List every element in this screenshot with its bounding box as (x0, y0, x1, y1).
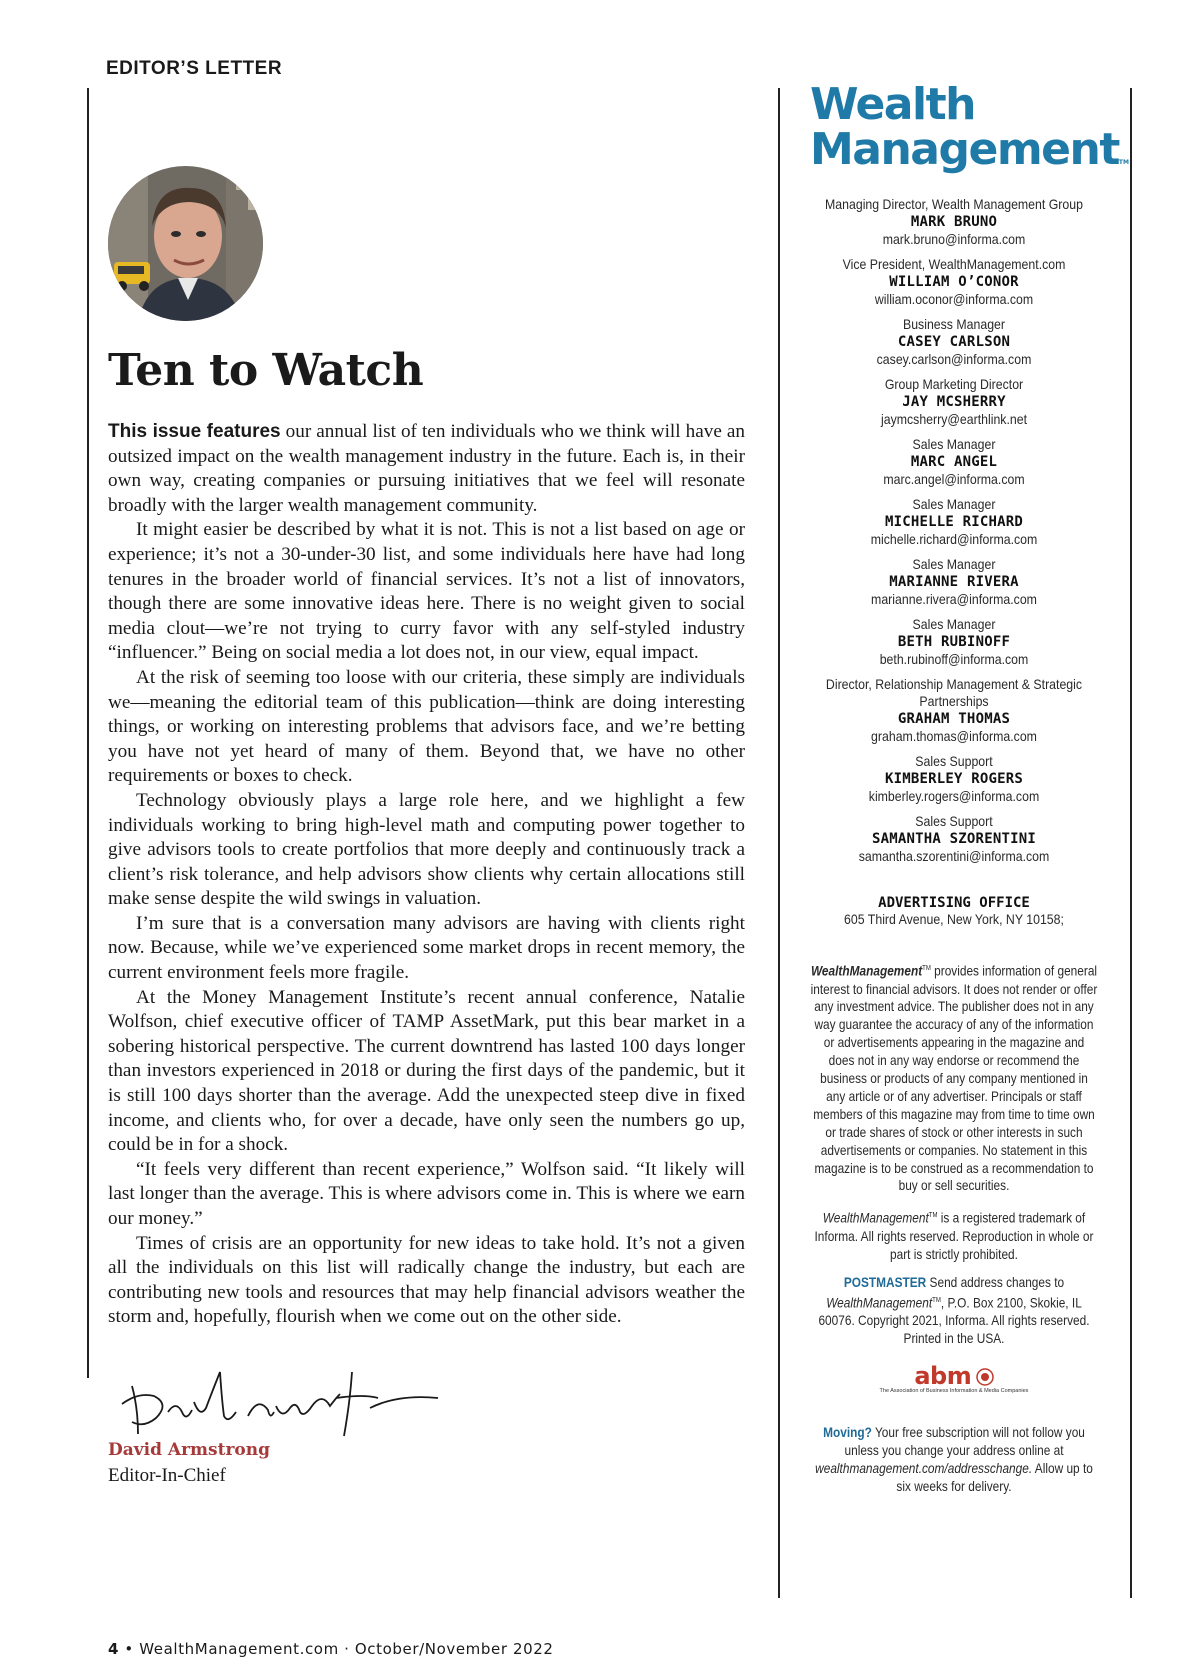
author-photo (108, 166, 263, 321)
author-name: David Armstrong (108, 1440, 270, 1460)
masthead-rule-right (1130, 88, 1132, 1598)
article-headline: Ten to Watch (108, 345, 424, 396)
footer-bullet: • (124, 1640, 134, 1658)
staff-entry (786, 676, 1122, 745)
staff-role: Business Manager (902, 316, 1006, 332)
staff-entry (786, 376, 1122, 428)
staff-role: Director, Relationship Management & Strategic Partnerships (825, 676, 1083, 709)
article-paragraph: Times of crisis are an opportunity for new ideas to take hold. It’s not a given all the individuals on this list will radically change the industry, but each are contributing new tools and resources that may help financial advisors weather the storm and, hopefully, flourish when we come out on the other side. (108, 1232, 745, 1328)
address-change-link[interactable]: wealthmanagement.com/addresschange. (815, 1460, 1033, 1476)
article-paragraph: This issue features our annual list of ten individuals who we think will have an outsized impact on the wealth management industry in the future. Each is, in their own way, creating companies or pursuing initiatives that we feel will resonate broadly with the larger wealth management community. (108, 421, 745, 516)
staff-list (786, 196, 1122, 865)
lead-in: This issue features (108, 421, 281, 442)
staff-email[interactable]: graham.thomas@informa.com (871, 728, 1037, 744)
staff-name: KIMBERLEY ROGERS (884, 771, 1024, 787)
staff-email[interactable]: william.oconor@informa.com (874, 291, 1034, 307)
staff-name: CASEY CARLSON (897, 334, 1011, 350)
staff-name: SAMANTHA SZORENTINI (872, 831, 1036, 847)
staff-name: MARC ANGEL (910, 454, 998, 470)
staff-email[interactable]: mark.bruno@informa.com (882, 231, 1026, 247)
staff-role: Managing Director, Wealth Management Group (825, 196, 1083, 212)
staff-email[interactable]: jaymcsherry@earthlink.net (880, 411, 1028, 427)
footer-text: WealthManagement.com · October/November 2022 (139, 1640, 554, 1658)
article-paragraph: At the risk of seeming too loose with our criteria, these simply are individuals we—meaning the editorial team of this publication—think are doing interesting things, or working on interesting problems that advisors face, and we’re betting you have not yet heard of many of them. Beyond that, we have no other requirements or boxes to check. (108, 666, 745, 787)
staff-entry (786, 556, 1122, 608)
staff-name: MARIANNE RIVERA (889, 574, 1019, 590)
column-rule (87, 88, 89, 1378)
staff-email[interactable]: casey.carlson@informa.com (876, 351, 1032, 367)
staff-email[interactable]: beth.rubinoff@informa.com (879, 651, 1029, 667)
staff-email[interactable]: marc.angel@informa.com (883, 471, 1025, 487)
staff-entry (786, 436, 1122, 488)
staff-name: JAY MCSHERRY (902, 394, 1006, 410)
author-title: Editor-In-Chief (108, 1465, 226, 1486)
abm-seal-icon (976, 1368, 994, 1386)
staff-email[interactable]: kimberley.rogers@informa.com (868, 788, 1040, 804)
masthead (786, 79, 1129, 1496)
staff-entry (786, 813, 1122, 865)
staff-entry (786, 753, 1122, 805)
masthead-rule-left (778, 88, 780, 1598)
staff-entry (786, 316, 1122, 368)
article-paragraph: “It feels very different than recent experience,” Wolfson said. “It likely will last longer than the average. This is where advisors come in. This is where we earn our money.” (108, 1158, 745, 1229)
staff-email[interactable]: marianne.rivera@informa.com (871, 591, 1037, 607)
article-paragraph: Technology obviously plays a large role here, and we highlight a few individuals working to bring high-level math and computing power together to give advisors tools to create portfolios that more deeply and continuously track a client’s risk tolerance, and help advisors show clients why certain allocations still make sense despite the wild swings in valuation. (108, 789, 745, 910)
staff-name: MARK BRUNO (910, 214, 998, 230)
section-label: EDITOR’S LETTER (106, 58, 283, 79)
page-footer (108, 1640, 554, 1658)
advertising-office-address: 605 Third Avenue, New York, NY 10158; (844, 911, 1064, 927)
staff-role: Sales Manager (912, 436, 996, 452)
staff-role: Vice President, WealthManagement.com (842, 256, 1066, 272)
staff-role: Sales Manager (912, 556, 996, 572)
article-paragraph: At the Money Management Institute’s recent annual conference, Natalie Wolfson, chief executive officer of TAMP AssetMark, put this bear market in a sobering historical perspective. The current downtrend has lasted 100 days longer than investors experienced in 2018 or during the first days of the pandemic, but it is still 100 days shorter than the average. Add the unexpected steep dive in fixed income, and clients who, for over a decade, have only seen the numbers go up, could be in for a shock. (108, 986, 745, 1156)
staff-entry (786, 196, 1122, 248)
page-number: 4 (108, 1640, 120, 1658)
trademark-notice: WealthManagement™ is a registered trademark of Informa. All rights reserved. Reproduction in whole or part is strictly prohibited. (814, 1210, 1094, 1262)
article-body (108, 420, 745, 1330)
staff-name: GRAHAM THOMAS (897, 711, 1011, 727)
staff-entry (786, 256, 1122, 308)
staff-entry (786, 496, 1122, 548)
staff-name: WILLIAM O’CONOR (889, 274, 1019, 290)
disclaimer: WealthManagement™ provides information of general interest to financial advisors. It does not render or offer any investment advice. The publisher does not in any way guarantee the accuracy of any of the information or advertisements appearing in the magazine and does not in any way endorse or recommend the business or products of any company mentioned in any article or of any advertiser. Principals or staff members of this magazine may from time to time own or trade shares of stock or other interests in such advertisements or companies. No statement in this magazine is to be construed as a recommendation to buy or sell securities. (810, 963, 1098, 1194)
staff-entry (786, 616, 1122, 668)
article-paragraph: It might easier be described by what it is not. This is not a list based on age or experience; it’s not a 30-under-30 list, and some individuals here have had long tenures in the broader world of financial services. It’s not a list of innovators, though there are some innovative ideas here. There is no weight given to social media clout—we’re not trying to curry favor with any self-styled industry “influencer.” Being on social media a lot does not, in our view, equal impact. (108, 519, 745, 664)
staff-role: Sales Support (915, 813, 993, 829)
staff-name: BETH RUBINOFF (897, 634, 1011, 650)
postmaster-notice: POSTMASTER Send address changes to WealthManagement™, P.O. Box 2100, Skokie, IL 60076. Copyright 2021, Informa. All rights reserved. Printed in the USA. (818, 1274, 1090, 1346)
staff-role: Sales Manager (912, 496, 996, 512)
staff-role: Sales Manager (912, 616, 996, 632)
moving-notice: Moving? Your free subscription will not follow you unless you change your address online at wealthmanagement.com/addresschange. Allow up to six weeks for delivery. (815, 1424, 1093, 1494)
author-signature (108, 1352, 468, 1442)
abm-logo: abm The Association of Business Information & Media Companies (879, 1361, 1029, 1394)
article-paragraph: I’m sure that is a conversation many advisors are having with clients right now. Because, while we’ve experienced some market drops in recent memory, the current environment feels more fragile. (108, 912, 745, 984)
staff-name: MICHELLE RICHARD (884, 514, 1024, 530)
staff-email[interactable]: michelle.richard@informa.com (870, 531, 1038, 547)
advertising-office-label: ADVERTISING OFFICE (878, 895, 1030, 911)
staff-role: Sales Support (915, 753, 993, 769)
staff-email[interactable]: samantha.szorentini@informa.com (858, 848, 1050, 864)
staff-role: Group Marketing Director (884, 376, 1024, 392)
wealth-management-logo: Wealth ManagementTM (810, 79, 1129, 175)
